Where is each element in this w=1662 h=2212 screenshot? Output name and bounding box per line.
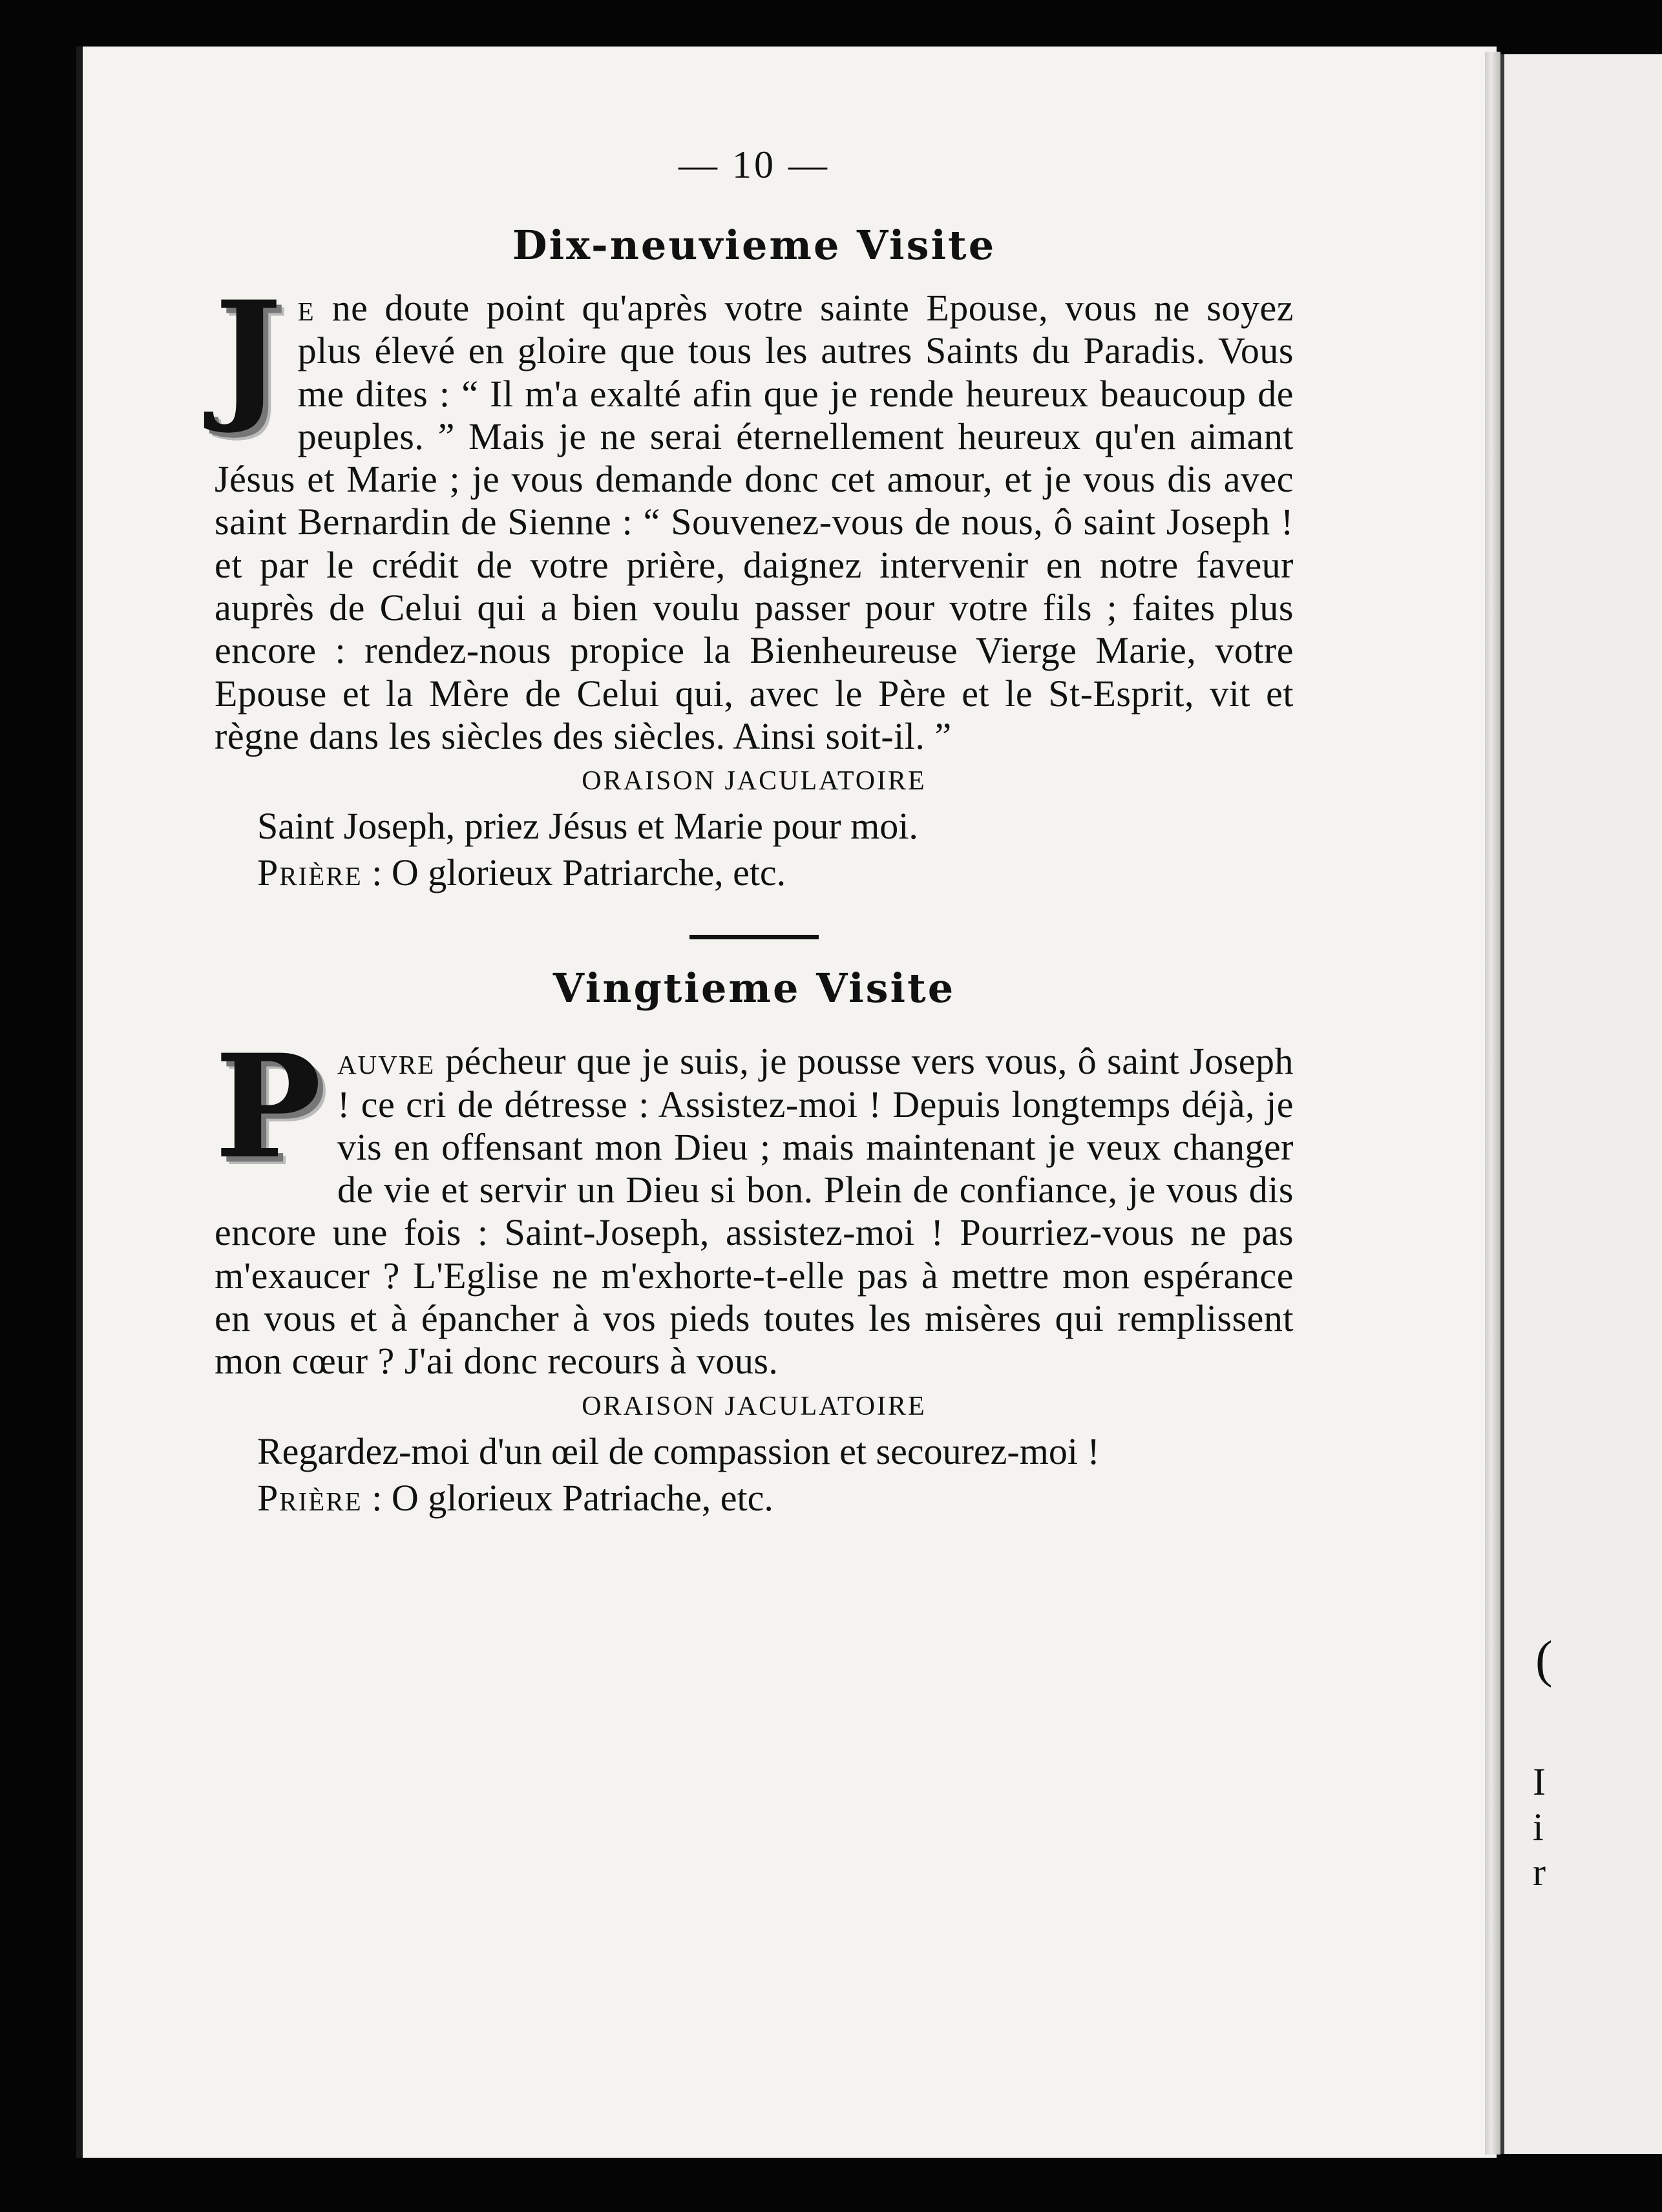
lead-word: e bbox=[297, 287, 315, 329]
page-number: — 10 — bbox=[678, 143, 830, 186]
visit-text: pécheur que je suis, je pousse vers vous, ô saint Joseph ! ce cri de détresse : Assistez-moi ! Depuis longtemps déjà, je vis en offensant mon Dieu ; mais maintenant je veux changer de vie et servir un Dieu si bon. Plein de confiance, je vous dis encore une fois : Saint-Joseph, assistez-moi ! Pourriez-vous ne pas m'exaucer ? L'Eglise ne m'exhorte-t-elle pas à mettre mon espérance en vous et à épancher à vos pieds toutes les misères qui remplissent mon cœur ? J'ai donc recours à vous. bbox=[215, 1040, 1294, 1382]
visit-title: Vingtieme Visite bbox=[552, 965, 956, 1012]
adjacent-page-fragment: ( bbox=[1535, 1631, 1553, 1688]
visit-body bbox=[215, 269, 1294, 758]
page-content bbox=[215, 142, 1294, 1521]
prayer-line bbox=[215, 850, 1294, 896]
visit-section bbox=[215, 220, 1294, 896]
prayer-text: : O glorieux Patriache, etc. bbox=[362, 1476, 773, 1519]
jaculatory-heading: ORAISON JACULATOIRE bbox=[582, 766, 927, 797]
visit-body bbox=[215, 1023, 1294, 1382]
prayer-text: : O glorieux Patriarche, etc. bbox=[362, 851, 786, 894]
prayer-line bbox=[215, 1475, 1294, 1521]
visit-section bbox=[215, 963, 1294, 1521]
jaculatory-prayer: Saint Joseph, priez Jésus et Marie pour moi. bbox=[257, 805, 918, 848]
adjacent-page-fragment: I bbox=[1533, 1760, 1546, 1803]
drop-cap: P bbox=[215, 1023, 322, 1191]
jaculatory-heading: ORAISON JACULATOIRE bbox=[582, 1391, 927, 1421]
lead-word: auvre bbox=[337, 1040, 436, 1083]
adjacent-page-fragment: r bbox=[1533, 1851, 1546, 1894]
drop-cap: J bbox=[215, 269, 282, 437]
jaculatory-prayer: Regardez-moi d'un œil de compassion et secourez-moi ! bbox=[257, 1430, 1100, 1472]
prayer-label: Prière bbox=[257, 851, 363, 894]
prayer-label: Prière bbox=[257, 1476, 363, 1519]
page-edge bbox=[1485, 52, 1500, 2155]
visit-text: ne doute point qu'après votre sainte Epouse, vous ne soyez plus élevé en gloire que tous les autres Saints du Paradis. Vous me dites : “ Il m'a exalté afin que je rende heureux beaucoup de peuples. ” Mais je ne serai éternellement heureux qu'en aimant Jésus et Marie ; je vous demande donc cet amour, et je vous dis avec saint Bernardin de Sienne : “ Souvenez-vous de nous, ô saint Joseph ! et par le crédit de votre prière, daignez intervenir en notre faveur auprès de Celui qui a bien voulu passer pour votre fils ; faites plus encore : rendez-nous propice la Bienheureuse Vierge Marie, votre Epouse et la Mère de Celui qui, avec le Père et le St-Esprit, vit et règne dans les siècles des siècles. Ainsi soit-il. ” bbox=[215, 287, 1294, 757]
visit-title: Dix-neuvieme Visite bbox=[512, 222, 996, 269]
adjacent-page bbox=[1500, 54, 1662, 2154]
section-divider bbox=[689, 935, 819, 939]
adjacent-page-fragment: i bbox=[1533, 1806, 1544, 1848]
